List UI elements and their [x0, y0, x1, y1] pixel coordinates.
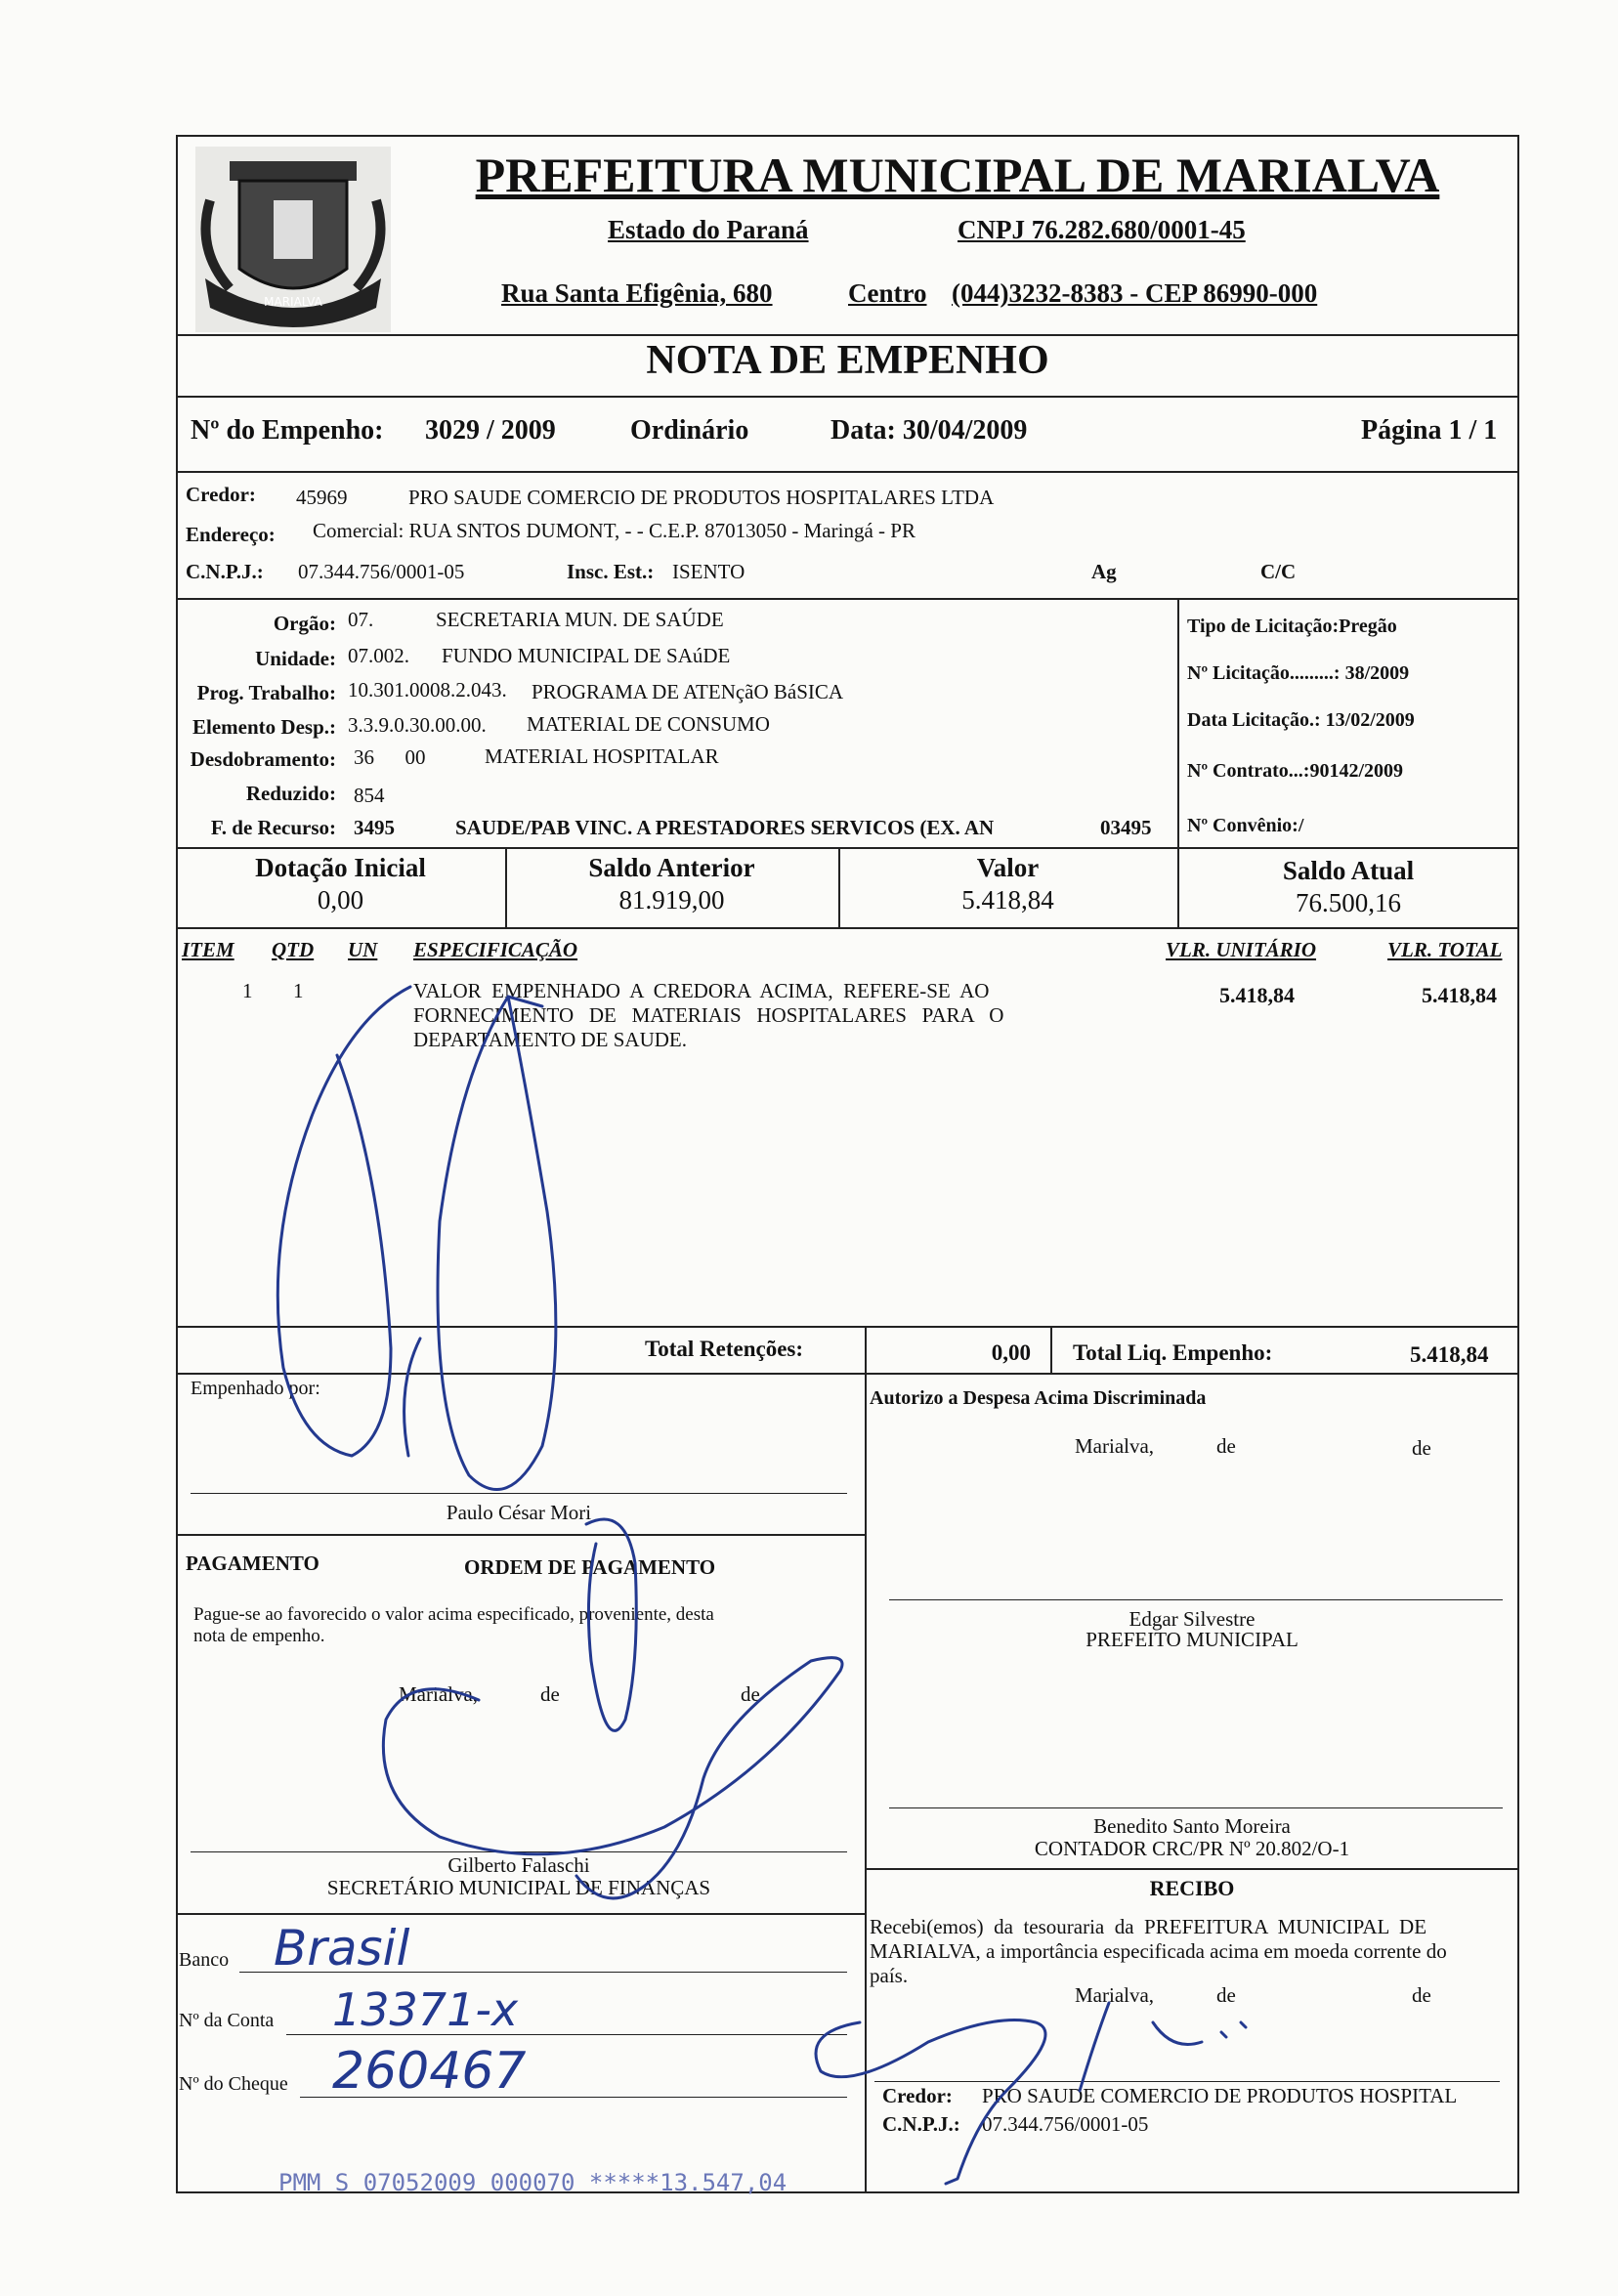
col-especificacao: ESPECIFICAÇÃO: [413, 938, 578, 961]
dotacao-code: 07.002.: [348, 644, 409, 667]
saldo-valor: 0,00: [317, 885, 364, 914]
item-vlr-unitario: 5.418,84: [1219, 983, 1295, 1007]
total-liq: 5.418,84: [1410, 1342, 1489, 1367]
dotacao-label: Unidade:: [255, 647, 336, 670]
endereco-prefeitura: Rua Santa Efigênia, 680: [501, 278, 773, 308]
recibo-texto: país.: [870, 1964, 909, 1987]
dotacao-desc: SAUDE/PAB VINC. A PRESTADORES SERVICOS (EX. AN: [455, 816, 995, 839]
contador-nome: Benedito Santo Moreira: [1093, 1814, 1291, 1838]
dotacao-label: Prog. Trabalho:: [196, 681, 336, 704]
dotacao-desc: MATERIAL DE CONSUMO: [527, 712, 770, 736]
dotacao-label: Reduzido:: [245, 782, 336, 805]
saldo-label: Saldo Anterior: [588, 853, 755, 882]
total-retencoes: 0,00: [991, 1340, 1031, 1365]
cheque-valor: 260467: [332, 2042, 527, 2101]
dotacao-desc: PROGRAMA DE ATENçãO BáSICA: [532, 680, 844, 703]
recibo-cnpj: 07.344.756/0001-05: [982, 2112, 1149, 2136]
item-numero: 1: [242, 979, 253, 1002]
secretario-cargo: SECRETÁRIO MUNICIPAL DE FINANÇAS: [326, 1876, 711, 1899]
credor-label: Credor:: [186, 483, 256, 506]
autorizo-de: de: [1216, 1434, 1236, 1458]
ordem-pagamento: ORDEM DE PAGAMENTO: [464, 1555, 716, 1579]
item-vlr-total: 5.418,84: [1422, 983, 1497, 1007]
licitacao-convenio: Nº Convênio:/: [1187, 815, 1304, 836]
pagamento-local: Marialva,: [399, 1682, 479, 1706]
secretario-nome: Gilberto Falaschi: [447, 1853, 590, 1877]
licitacao-contrato: Nº Contrato...:90142/2009: [1187, 760, 1404, 782]
empenho-label: Nº do Empenho:: [191, 415, 384, 446]
saldo-label: Dotação Inicial: [255, 853, 426, 882]
credor-endereco: Comercial: RUA SNTOS DUMONT, - - C.E.P. 87013050 - Maringá - PR: [313, 519, 915, 542]
prefeito-cargo: PREFEITO MUNICIPAL: [1086, 1628, 1299, 1651]
licitacao-numero: Nº Licitação.........: 38/2009: [1187, 662, 1410, 684]
col-item: ITEM: [182, 938, 234, 961]
recibo-credor: PRO SAUDE COMERCIO DE PRODUTOS HOSPITAL: [982, 2084, 1458, 2107]
saldo-valor: 76.500,16: [1296, 888, 1401, 917]
dotacao-code: 36 00: [354, 745, 426, 769]
saldo-valor: 5.418,84: [961, 885, 1054, 914]
insc-valor: ISENTO: [672, 560, 745, 583]
total-liq-label: Total Liq. Empenho:: [1073, 1340, 1273, 1365]
empenhado-label: Empenhado por:: [191, 1378, 320, 1399]
dotacao-code: 07.: [348, 608, 374, 631]
dotacao-desc: FUNDO MUNICIPAL DE SAúDE: [442, 644, 731, 667]
dotacao-label: Elemento Desp.:: [192, 715, 336, 739]
col-vlr-total: VLR. TOTAL: [1387, 938, 1503, 961]
recibo-cnpj-label: C.N.P.J.:: [882, 2112, 960, 2136]
saldo-label: Saldo Atual: [1282, 856, 1415, 885]
svg-text:MARIALVA: MARIALVA: [264, 295, 322, 309]
cheque-label: Nº do Cheque: [179, 2073, 288, 2095]
bairro: Centro: [848, 278, 927, 308]
item-qtd: 1: [293, 979, 304, 1002]
pagamento-texto: Pague-se ao favorecido o valor acima especificado, proveniente, desta: [193, 1604, 714, 1625]
item-desc-line: VALOR EMPENHADO A CREDORA ACIMA, REFERE-SE AO: [413, 979, 990, 1002]
saldo-label: Valor: [976, 853, 1040, 882]
licitacao-tipo: Tipo de Licitação:Pregão: [1187, 616, 1397, 637]
endereco-label: Endereço:: [186, 523, 276, 546]
autorizo-de: de: [1412, 1436, 1431, 1460]
conta-valor: 13371-x: [332, 1983, 519, 2036]
pagamento-de: de: [741, 1682, 760, 1706]
page-title: PREFEITURA MUNICIPAL DE MARIALVA: [475, 148, 1440, 202]
pagamento-texto: nota de empenho.: [193, 1626, 325, 1646]
insc-label: Insc. Est.:: [567, 560, 655, 583]
doc-title: NOTA DE EMPENHO: [646, 338, 1049, 383]
footer-stamp: PMM S 07052009 000070 *****13.547,04: [278, 2169, 788, 2196]
saldo-valor: 81.919,00: [618, 885, 725, 914]
dotacao-desc: MATERIAL HOSPITALAR: [485, 744, 719, 768]
recibo-texto: MARIALVA, a importância especificada acima em moeda corrente do: [870, 1939, 1447, 1963]
empenhado-nome: Paulo César Mori: [446, 1501, 592, 1524]
col-un: UN: [348, 938, 378, 961]
recibo-de: de: [1216, 1983, 1236, 2007]
item-desc-line: FORNECIMENTO DE MATERIAIS HOSPITALARES PARA O: [413, 1003, 1004, 1027]
prefeito-nome: Edgar Silvestre: [1128, 1607, 1256, 1631]
dotacao-code: 10.301.0008.2.043.: [348, 678, 507, 702]
dotacao-label: Orgão:: [273, 612, 336, 635]
contador-cargo: CONTADOR CRC/PR Nº 20.802/O-1: [1034, 1837, 1350, 1860]
conta-label: Nº da Conta: [179, 2010, 275, 2031]
credor-codigo: 45969: [296, 486, 348, 509]
empenho-tipo: Ordinário: [630, 415, 749, 446]
dotacao-code: 3.3.9.0.30.00.00.: [348, 713, 487, 737]
dotacao-code: 3495: [354, 816, 395, 839]
licitacao-data: Data Licitação.: 13/02/2009: [1187, 709, 1415, 731]
credor-cnpj: 07.344.756/0001-05: [298, 560, 465, 583]
recibo-title: RECIBO: [1149, 1876, 1235, 1900]
ag-label: Ag: [1091, 560, 1117, 583]
estado: Estado do Paraná: [608, 215, 809, 244]
cc-label: C/C: [1260, 560, 1297, 583]
empenho-numero: 3029 / 2009: [425, 415, 556, 446]
dotacao-code: 854: [354, 784, 385, 807]
dotacao-label: F. de Recurso:: [210, 816, 336, 839]
autorizo-local: Marialva,: [1075, 1434, 1155, 1458]
empenho-data: Data: 30/04/2009: [830, 415, 1028, 446]
total-retencoes-label: Total Retenções:: [645, 1337, 804, 1361]
autorizo-texto: Autorizo a Despesa Acima Discriminada: [870, 1387, 1207, 1409]
pagina: Página 1 / 1: [1361, 415, 1498, 446]
recibo-local: Marialva,: [1075, 1983, 1155, 2007]
dotacao-desc: SECRETARIA MUN. DE SAÚDE: [436, 608, 724, 631]
banco-valor: Brasil: [274, 1920, 410, 1977]
pagamento-label: PAGAMENTO: [186, 1552, 319, 1575]
telefone-cep: (044)3232-8383 - CEP 86990-000: [952, 278, 1318, 308]
cnpj-label: C.N.P.J.:: [186, 560, 264, 583]
recibo-credor-label: Credor:: [882, 2084, 953, 2107]
credor-nome: PRO SAUDE COMERCIO DE PRODUTOS HOSPITALARES LTDA: [408, 486, 995, 509]
pagamento-de: de: [540, 1682, 560, 1706]
cnpj-prefeitura: CNPJ 76.282.680/0001-45: [958, 215, 1246, 244]
recibo-de: de: [1412, 1983, 1431, 2007]
col-vlr-unitario: VLR. UNITÁRIO: [1166, 938, 1317, 961]
col-qtd: QTD: [272, 938, 315, 961]
item-desc-line: DEPARTAMENTO DE SAUDE.: [413, 1028, 687, 1051]
recibo-texto: Recebi(emos) da tesouraria da PREFEITURA MUNICIPAL DE: [870, 1915, 1427, 1938]
dotacao-label: Desdobramento:: [190, 747, 336, 771]
banco-label: Banco: [179, 1949, 230, 1971]
dotacao-extra: 03495: [1100, 816, 1152, 839]
